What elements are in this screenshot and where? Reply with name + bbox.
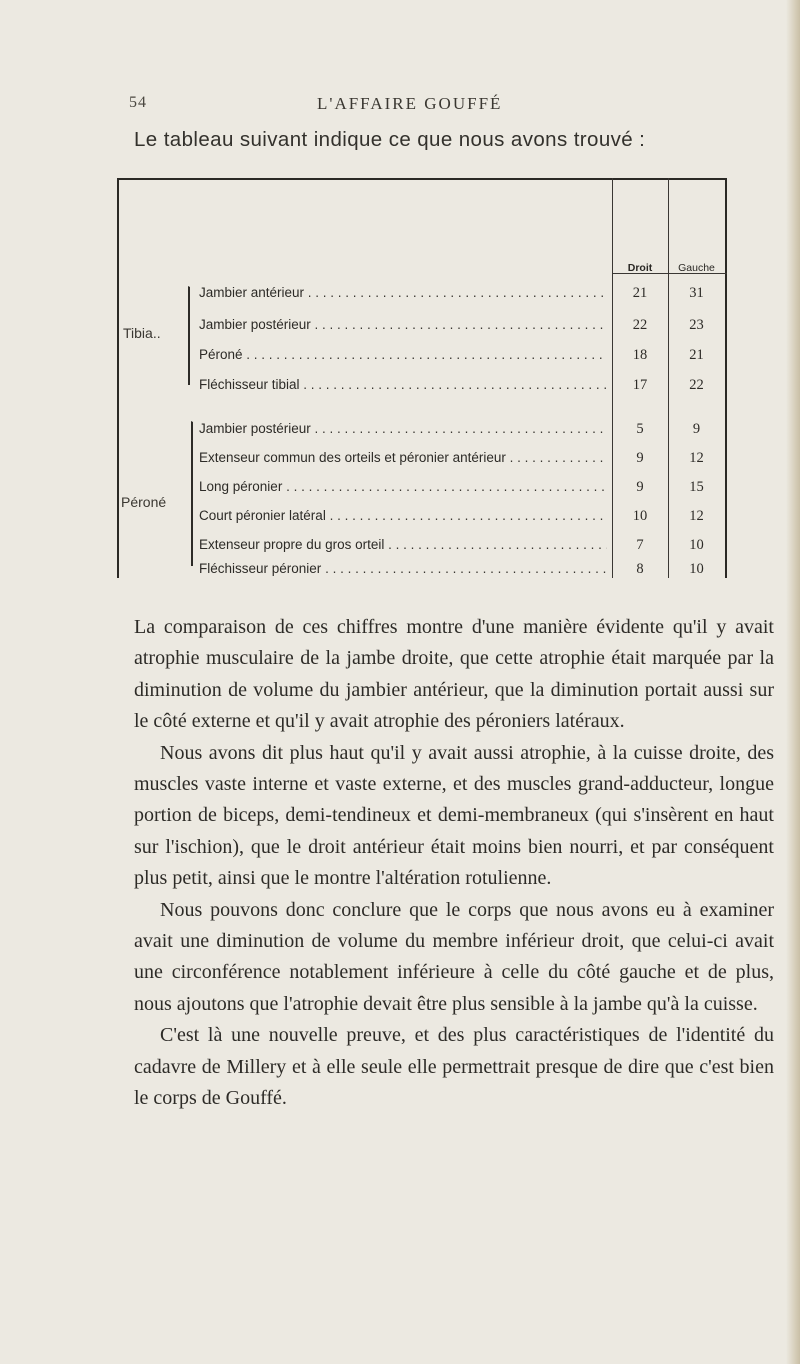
value-droit: 9 bbox=[636, 479, 644, 495]
paragraph: Nous avons dit plus haut qu'il y avait aussi atrophie, à la cuisse droite, des muscles vaste interne et vaste externe, et des muscles grand-adducteur, longue portion de biceps, demi-tendineux et demi-membraneux (qui s'insèrent en haut sur l'ischion), que le droit antérieur était moins bien nourri, et par conséquent plus petit, ainsi que le montre l'altération rotulienne. bbox=[134, 741, 774, 890]
muscle-name: Jambier postérieur . . . bbox=[199, 421, 607, 436]
group-label-perone: Péroné bbox=[121, 494, 167, 510]
value-gauche: 22 bbox=[689, 377, 704, 393]
table-row bbox=[199, 537, 725, 561]
table-left-rule bbox=[117, 178, 119, 578]
measurement-table bbox=[117, 178, 727, 578]
muscle-name: Long péronier . . . bbox=[199, 479, 607, 494]
table-row bbox=[199, 347, 725, 371]
paragraph: La comparaison de ces chiffres montre d'une manière évidente qu'il y avait atrophie musculaire de la jambe droite, que cette atrophie était marquée par la diminution de volume du jambier antérieur, que la diminution portait aussi sur le côté externe et qu'il y avait atrophie des péroniers latéraux. bbox=[134, 616, 774, 733]
table-row bbox=[199, 317, 725, 341]
table-row bbox=[199, 561, 725, 585]
table-top-rule bbox=[117, 178, 727, 180]
value-droit: 17 bbox=[632, 377, 648, 393]
value-droit: 5 bbox=[636, 421, 644, 437]
value-droit: 9 bbox=[636, 450, 644, 466]
muscle-name: Péroné . . . bbox=[199, 347, 607, 362]
table-row bbox=[199, 285, 725, 309]
muscle-name: Court péronier latéral . . . bbox=[199, 508, 607, 523]
intro-sentence: Le tableau suivant indique ce que nous avons trouvé : bbox=[134, 128, 646, 151]
value-gauche: 23 bbox=[689, 317, 704, 333]
paragraph: Nous pouvons donc conclure que le corps que nous avons eu à examiner avait une diminution de volume du membre inférieur droit, que celui-ci avait une circonférence notablement inférieure à celle du côté gauche et de plus, nous ajoutons que l'atrophie devait être plus sensible à la jambe qu'à la cuisse. bbox=[134, 898, 774, 1015]
muscle-name: Extenseur commun des orteils et péronier antérieur . . . bbox=[199, 450, 607, 465]
table-row bbox=[199, 377, 725, 401]
value-gauche: 10 bbox=[689, 537, 704, 553]
value-gauche: 21 bbox=[689, 347, 704, 363]
paragraph: C'est là une nouvelle preuve, et des plus caractéristiques de l'identité du cadavre de Millery et à elle seule elle permettrait presque de dire que c'est bien le corps de Gouffé. bbox=[134, 1024, 774, 1110]
muscle-name: Fléchisseur péronier . . . bbox=[199, 561, 607, 576]
brace-tibia bbox=[188, 286, 196, 385]
table-row bbox=[199, 508, 725, 532]
page-edge bbox=[786, 0, 800, 1364]
muscle-name: Jambier postérieur . . . bbox=[199, 317, 607, 332]
value-gauche: 10 bbox=[689, 561, 704, 577]
table-right-rule bbox=[725, 178, 727, 578]
value-gauche: 15 bbox=[689, 479, 704, 495]
value-gauche: 31 bbox=[689, 285, 704, 301]
running-title: L'AFFAIRE GOUFFÉ bbox=[317, 94, 503, 113]
value-gauche: 9 bbox=[692, 421, 701, 437]
table-row bbox=[199, 479, 725, 503]
value-gauche: 12 bbox=[689, 508, 704, 524]
value-droit: 21 bbox=[632, 285, 648, 301]
value-droit: 18 bbox=[632, 347, 648, 363]
table-row bbox=[199, 421, 725, 445]
page-number: 54 bbox=[129, 94, 147, 111]
body-text bbox=[134, 612, 774, 1115]
muscle-name: Jambier antérieur . . . bbox=[199, 285, 607, 300]
value-gauche: 12 bbox=[689, 450, 704, 466]
table-row bbox=[199, 450, 725, 474]
value-droit: 22 bbox=[632, 317, 648, 333]
value-droit: 8 bbox=[636, 561, 644, 577]
value-droit: 10 bbox=[632, 508, 648, 524]
column-header-droit: Droit bbox=[627, 262, 653, 274]
muscle-name: Fléchisseur tibial . . . bbox=[199, 377, 607, 392]
value-droit: 7 bbox=[636, 537, 644, 553]
group-label-tibia: Tibia.. bbox=[123, 325, 161, 341]
column-header-gauche: Gauche bbox=[678, 262, 715, 274]
brace-perone bbox=[191, 421, 199, 566]
muscle-name: Extenseur propre du gros orteil . . . bbox=[199, 537, 607, 552]
page-header bbox=[0, 94, 800, 124]
